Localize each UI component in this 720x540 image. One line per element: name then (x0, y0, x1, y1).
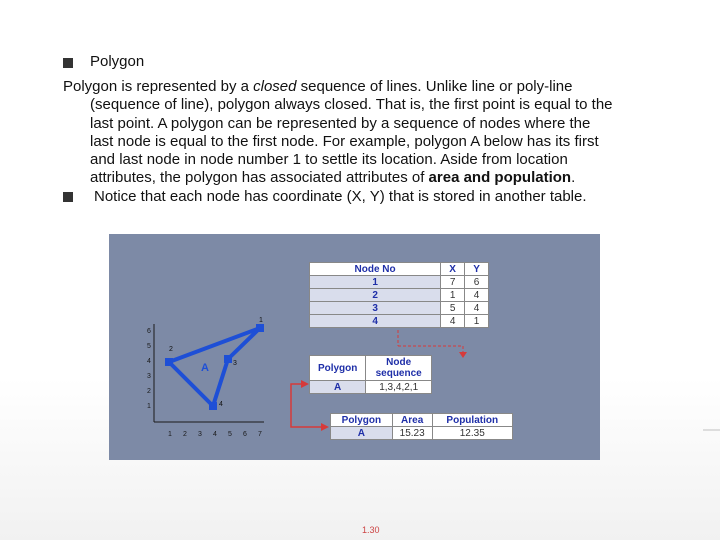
y-axis-ticks (147, 328, 151, 410)
paragraph-line-5: and last node in node number 1 to settle its location. Aside from location (90, 151, 568, 169)
attribute-table-header: Polygon (331, 414, 393, 427)
arrow-head-icon (321, 423, 329, 431)
x-tick-label: 3 (198, 431, 202, 438)
x-tick-label: 7 (258, 431, 262, 438)
polygon-label: A (201, 362, 209, 374)
bullet-square-icon (63, 192, 73, 202)
attribute-table (330, 413, 513, 440)
x-tick-label: 1 (168, 431, 172, 438)
y-tick-label: 6 (147, 328, 151, 335)
page-number: 1.30 (362, 525, 380, 535)
section-heading: Polygon (90, 53, 145, 70)
x-tick-label: 2 (183, 431, 187, 438)
sequence-table-header: Polygon (310, 356, 366, 381)
paragraph-line-4: last node is equal to the first node. For example, polygon A below has its first (90, 132, 599, 150)
y-tick-label: 5 (147, 343, 151, 350)
paragraph-line-2: (sequence of line), polygon always closed. That is, the first point is equal to the (90, 96, 613, 114)
attribute-table-header: Population (432, 414, 512, 427)
table-row: A 15.23 12.35 (331, 427, 513, 440)
x-tick-label: 6 (243, 431, 247, 438)
node-label: 1 (259, 317, 263, 324)
sequence-table-header: Node sequence (366, 356, 432, 381)
y-tick-label: 1 (147, 403, 151, 410)
x-tick-label: 4 (213, 431, 217, 438)
table-row: 2 1 4 (310, 289, 489, 302)
node-table-header: Y (465, 263, 489, 276)
polygon-a (169, 328, 260, 406)
node-table-header: X (441, 263, 465, 276)
paragraph-line-1: Polygon is represented by a closed sequence of lines. Unlike line or poly-line (63, 78, 573, 95)
node-label: 2 (169, 346, 173, 353)
figure-panel (109, 234, 600, 460)
table-row: 3 5 4 (310, 302, 489, 315)
y-tick-label: 4 (147, 358, 151, 365)
arrow-head-icon (459, 352, 467, 358)
polygon-sequence-table (309, 355, 432, 394)
node-marker (209, 402, 217, 410)
paragraph (63, 78, 663, 188)
bullet-square-icon (63, 58, 73, 68)
y-tick-label: 3 (147, 373, 151, 380)
arrow-head-icon (301, 380, 309, 388)
divider (703, 429, 720, 431)
bullet-text: Notice that each node has coordinate (X, Y) that is stored in another table. (94, 188, 587, 205)
node-table (309, 262, 489, 328)
node-marker (224, 355, 232, 363)
node-label: 3 (233, 360, 237, 367)
node-marker (165, 358, 173, 366)
attribute-table-header: Area (392, 414, 432, 427)
node-label: 4 (219, 401, 223, 408)
x-axis-ticks (168, 431, 262, 438)
paragraph-line-6: attributes, the polygon has associated attributes of area and population. (90, 169, 576, 187)
link-line (398, 346, 463, 352)
table-row: 4 4 1 (310, 315, 489, 328)
table-row: A 1,3,4,2,1 (310, 381, 432, 394)
node-marker (256, 324, 264, 332)
y-tick-label: 2 (147, 388, 151, 395)
table-row: 1 7 6 (310, 276, 489, 289)
paragraph-line-3: last point. A polygon can be represented by a sequence of nodes where the (90, 114, 591, 132)
node-table-header: Node No (310, 263, 441, 276)
x-tick-label: 5 (228, 431, 232, 438)
